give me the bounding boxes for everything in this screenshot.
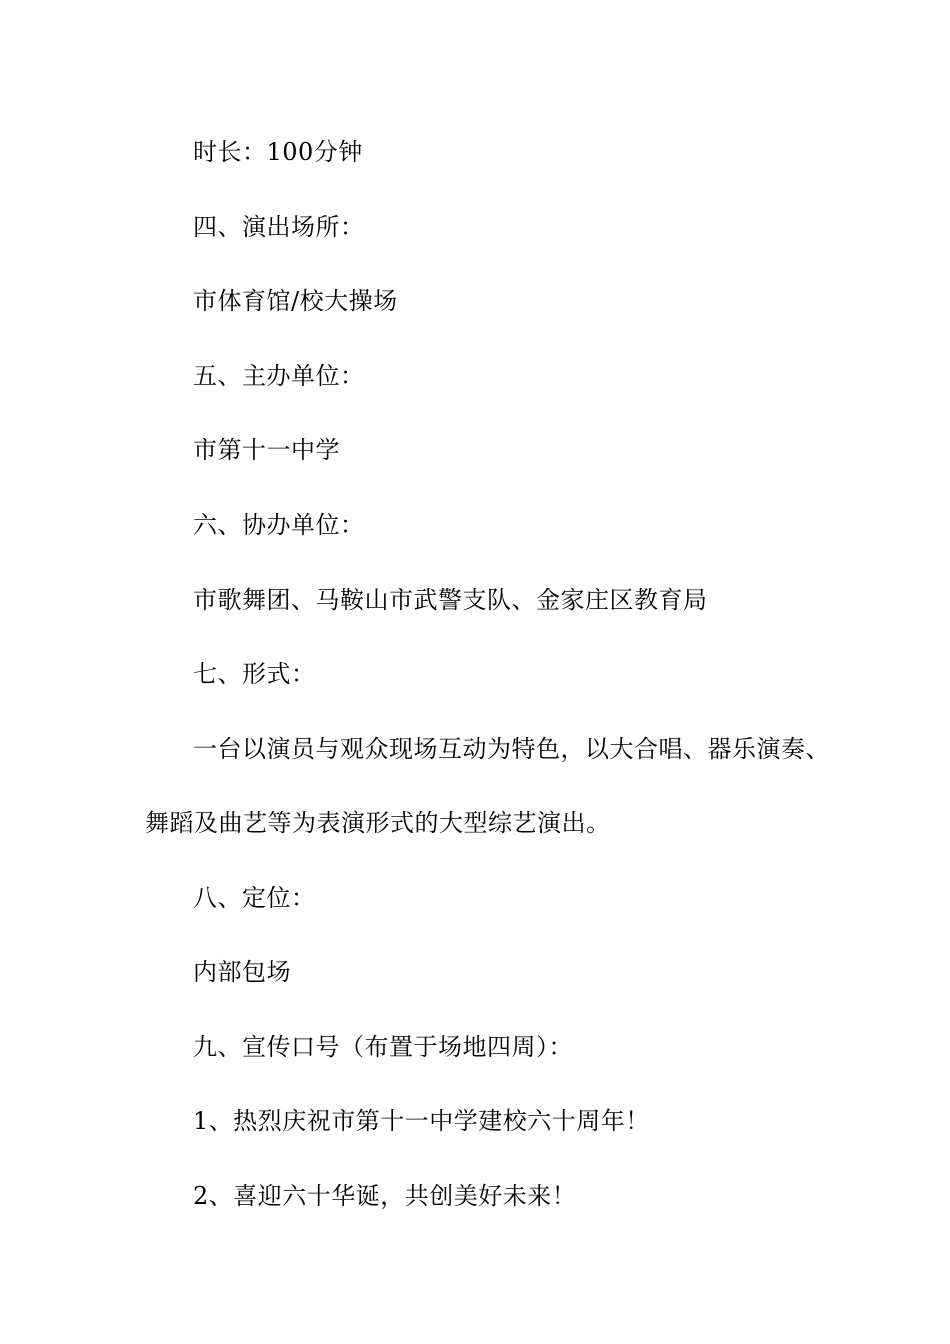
- section-slogan-heading: 九、宣传口号（布置于场地四周）：: [193, 1033, 573, 1061]
- format-text-line-1: 一台以演员与观众现场互动为特色，以大合唱、器乐演奏、: [193, 735, 830, 763]
- section-host-heading: 五、主办单位：: [193, 362, 365, 390]
- venue-text: 市体育馆/校大操场: [193, 287, 398, 315]
- slogan-item-1: 1、热烈庆祝市第十一中学建校六十周年！: [193, 1107, 650, 1135]
- positioning-text: 内部包场: [193, 958, 291, 986]
- section-co-organizer-heading: 六、协办单位：: [193, 511, 365, 539]
- duration-line: 时长：100分钟: [193, 138, 363, 166]
- co-organizer-text: 市歌舞团、马鞍山市武警支队、金家庄区教育局: [193, 586, 708, 614]
- host-text: 市第十一中学: [193, 436, 340, 464]
- section-positioning-heading: 八、定位：: [193, 884, 316, 912]
- section-format-heading: 七、形式：: [193, 660, 316, 688]
- slogan-item-2: 2、喜迎六十华诞，共创美好未来！: [193, 1182, 577, 1210]
- format-text-line-2: 舞蹈及曲艺等为表演形式的大型综艺演出。: [145, 809, 611, 837]
- section-venue-heading: 四、演出场所：: [193, 213, 365, 241]
